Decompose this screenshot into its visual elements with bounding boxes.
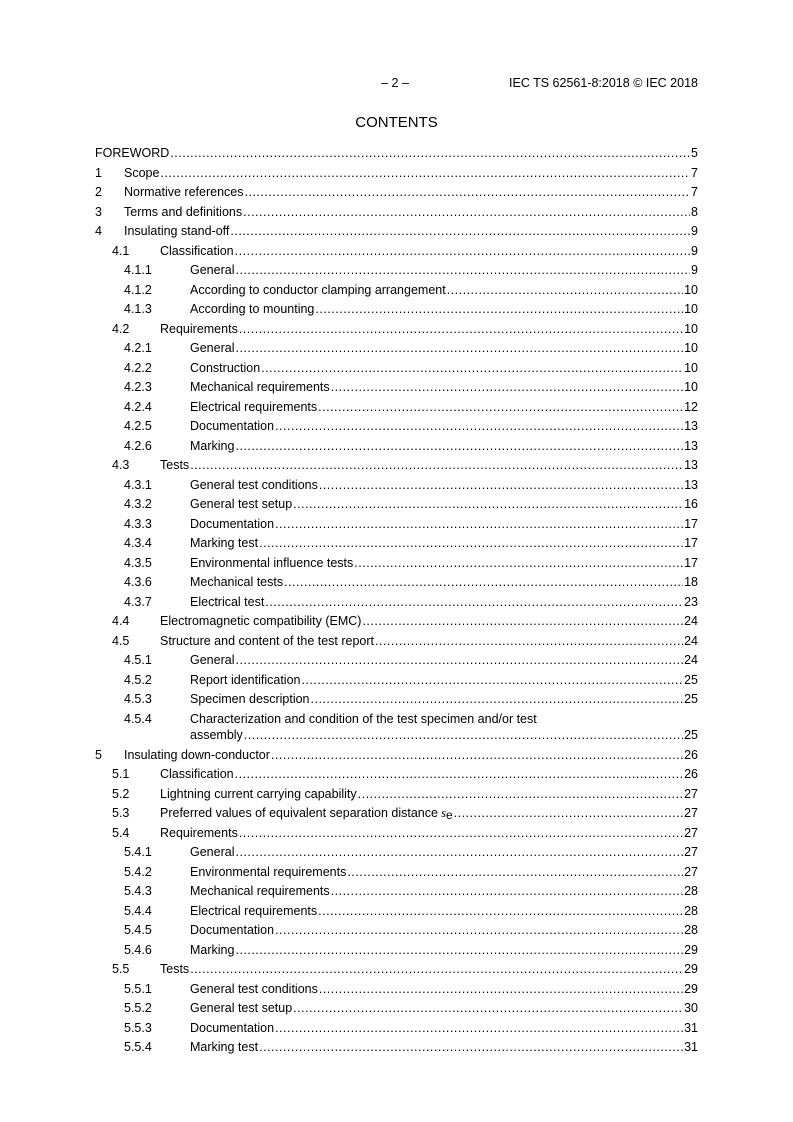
toc-entry-number: 4.3 (112, 458, 130, 472)
toc-leader-dots (265, 593, 683, 613)
toc-entry-page: 7 (691, 165, 698, 180)
toc-leader-dots (318, 902, 683, 922)
toc-entry-number: 5.3 (112, 806, 130, 820)
toc-entry-number: 4.2.6 (124, 438, 152, 453)
toc-entry-page: 23 (684, 594, 698, 609)
toc-entry-title: Environmental influence tests (190, 555, 354, 570)
toc-entry-page: 10 (684, 360, 698, 375)
toc-leader-dots (293, 495, 683, 515)
toc-entry-title: Structure and content of the test report (160, 633, 375, 648)
toc-entry[interactable] (95, 960, 698, 980)
toc-leader-dots (244, 726, 683, 746)
toc-leader-dots (245, 183, 691, 203)
toc-entry-page: 28 (684, 884, 698, 898)
toc-entry-page: 25 (684, 692, 698, 706)
toc-leader-dots (235, 437, 683, 457)
toc-entry-number: 4.3.3 (124, 516, 152, 531)
toc-leader-dots (275, 417, 683, 437)
toc-entry-title: assembly (190, 727, 243, 742)
toc-entry-number: 4.3.1 (124, 477, 152, 492)
toc-entry-number: 4.3.5 (124, 555, 152, 570)
toc-entry-title: General test setup (190, 1001, 293, 1015)
toc-entry-title: General test conditions (190, 477, 318, 492)
toc-leader-dots (190, 960, 683, 980)
toc-entry-number: 4.5.1 (124, 653, 152, 667)
toc-entry-title: Marking test (190, 536, 259, 550)
toc-leader-dots (284, 573, 683, 593)
toc-entry[interactable] (95, 437, 698, 457)
toc-entry-number: 5.5.3 (124, 1020, 152, 1035)
toc-entry-page: 13 (684, 458, 698, 472)
toc-leader-dots (239, 320, 683, 340)
toc-entry[interactable] (95, 824, 698, 844)
toc-entry-title: Insulating stand-off (124, 224, 230, 238)
toc-entry[interactable] (95, 746, 698, 766)
toc-entry-page: 27 (684, 845, 698, 859)
toc-leader-dots (275, 921, 683, 941)
toc-leader-dots (235, 242, 690, 262)
toc-leader-dots (354, 554, 683, 574)
toc-entry-number: 5.4.5 (124, 923, 152, 937)
document-id: IEC TS 62561-8:2018 © IEC 2018 (509, 76, 698, 90)
toc-leader-dots (315, 300, 683, 320)
toc-entry[interactable] (95, 593, 698, 613)
toc-entry-number: 4 (95, 224, 102, 238)
toc-leader-dots (235, 651, 683, 671)
toc-entry[interactable] (95, 980, 698, 1000)
toc-entry-number: 3 (95, 204, 102, 219)
toc-entry[interactable] (95, 612, 698, 632)
toc-entry[interactable] (95, 242, 698, 262)
toc-entry[interactable] (95, 398, 698, 418)
toc-leader-dots (331, 882, 683, 902)
toc-entry-title: According to conductor clamping arrangement (190, 282, 446, 297)
toc-entry-page: 7 (691, 185, 698, 199)
toc-entry[interactable] (95, 573, 698, 593)
toc-leader-dots (230, 222, 690, 242)
toc-entry[interactable] (95, 1038, 698, 1058)
toc-entry-title-line1: Characterization and condition of the test specimen and/or test (190, 711, 537, 726)
toc-entry-title: Tests (160, 458, 190, 472)
toc-entry-title: Construction (190, 360, 261, 375)
toc-entry[interactable] (95, 671, 698, 691)
toc-entry-page: 17 (684, 516, 698, 531)
toc-entry-page: 8 (691, 204, 698, 219)
toc-entry[interactable] (95, 359, 698, 379)
toc-entry-page: 5 (691, 146, 698, 160)
toc-entry-number: 5 (95, 747, 102, 762)
toc-leader-dots (235, 261, 690, 281)
toc-leader-dots (261, 359, 683, 379)
toc-entry-title: Tests (160, 962, 190, 976)
toc-entry[interactable] (95, 339, 698, 359)
toc-entry-title: FOREWORD (95, 146, 170, 160)
toc-leader-dots (235, 941, 683, 961)
toc-entry-title: General test conditions (190, 981, 318, 996)
toc-leader-dots (170, 144, 690, 164)
toc-leader-dots (235, 339, 683, 359)
toc-entry-page: 27 (684, 864, 698, 879)
toc-entry-number: 4.1.3 (124, 302, 152, 316)
toc-leader-dots (275, 1019, 683, 1039)
toc-entry-page: 17 (684, 536, 698, 550)
toc-entry[interactable] (95, 144, 698, 164)
toc-entry-number: 5.4.6 (124, 942, 152, 957)
toc-entry-title: Normative references (124, 185, 244, 199)
toc-entry[interactable] (95, 183, 698, 203)
toc-entry-number: 4.5.4 (124, 711, 152, 726)
toc-entry-number: 4.3.2 (124, 497, 152, 511)
toc-entry-number: 4.2.2 (124, 360, 152, 375)
toc-entry-title: Electrical requirements (190, 399, 318, 414)
toc-entry-page: 27 (684, 806, 698, 820)
toc-leader-dots (319, 476, 683, 496)
toc-entry[interactable] (95, 785, 698, 805)
toc-entry-page: 27 (684, 786, 698, 801)
toc-entry[interactable] (95, 300, 698, 320)
toc-entry-number: 4.2.1 (124, 341, 152, 355)
toc-leader-dots (239, 824, 683, 844)
toc-entry[interactable] (95, 378, 698, 398)
toc-entry-number: 2 (95, 185, 102, 199)
toc-entry-number: 4.3.4 (124, 536, 152, 550)
toc-entry-title: General (190, 845, 235, 859)
toc-entry-page: 10 (684, 341, 698, 355)
toc-leader-dots (375, 632, 683, 652)
toc-leader-dots (190, 456, 683, 476)
toc-entry-number: 4.3.7 (124, 594, 152, 609)
separation-distance-symbol (438, 804, 453, 826)
toc-entry-page: 10 (684, 282, 698, 297)
toc-entry[interactable] (95, 554, 698, 574)
toc-entry[interactable] (95, 1019, 698, 1039)
toc-entry[interactable] (95, 765, 698, 785)
toc-leader-dots (331, 378, 683, 398)
toc-leader-dots (447, 281, 683, 301)
page-header (0, 76, 793, 92)
toc-entry-number: 4.2.4 (124, 399, 152, 414)
toc-entry-title: Specimen description (190, 692, 310, 706)
toc-leader-dots (259, 534, 683, 554)
toc-entry-number: 5.2 (112, 786, 130, 801)
toc-entry-page: 29 (684, 942, 698, 957)
toc-entry-page: 9 (691, 263, 698, 277)
toc-entry-page: 26 (684, 767, 698, 781)
symbol-letter: s (441, 806, 446, 820)
toc-entry-page: 9 (691, 243, 698, 258)
toc-entry-title: Documentation (190, 1020, 275, 1035)
toc-leader-dots (293, 999, 683, 1019)
toc-entry-title: Scope (124, 165, 160, 180)
toc-entry-number: 4.2.3 (124, 380, 152, 394)
toc-entry-title: Mechanical tests (190, 575, 284, 589)
toc-entry-title: Insulating down-conductor (124, 747, 270, 762)
toc-entry-title: Requirements (160, 321, 238, 336)
toc-leader-dots (347, 863, 683, 883)
toc-entry-number: 4.1 (112, 243, 130, 258)
toc-entry[interactable] (95, 164, 698, 184)
toc-entry-number: 5.4.1 (124, 845, 152, 859)
toc-entry-number: 4.4 (112, 614, 130, 628)
toc-entry-number: 4.2 (112, 321, 130, 336)
page-title: CONTENTS (355, 114, 438, 131)
toc-entry-title: Documentation (190, 419, 275, 433)
toc-entry-title: Documentation (190, 923, 275, 937)
toc-entry-page: 12 (684, 399, 698, 414)
toc-entry-number: 5.5.4 (124, 1040, 152, 1054)
toc-entry-title: Electromagnetic compatibility (EMC) (160, 614, 362, 628)
toc-entry-page: 26 (684, 747, 698, 762)
toc-entry-page: 10 (684, 380, 698, 394)
toc-entry-page: 27 (684, 825, 698, 840)
toc-leader-dots (319, 980, 683, 1000)
toc-entry-page: 28 (684, 903, 698, 918)
toc-entry-page: 24 (684, 633, 698, 648)
toc-entry-number: 4.5 (112, 633, 130, 648)
toc-entry-page: 13 (684, 419, 698, 433)
toc-entry-title: Classification (160, 243, 234, 258)
toc-leader-dots (318, 398, 683, 418)
toc-entry-title: General test setup (190, 497, 293, 511)
toc-entry-page: 30 (684, 1001, 698, 1015)
toc-entry-title: Environmental requirements (190, 864, 347, 879)
toc-entry-number: 1 (95, 165, 102, 180)
toc-entry-number: 4.1.2 (124, 282, 152, 297)
toc-entry[interactable] (95, 710, 698, 746)
toc-entry-number: 5.4.3 (124, 884, 152, 898)
toc-entry-title: Classification (160, 767, 234, 781)
toc-entry-title: Requirements (160, 825, 238, 840)
toc-leader-dots (243, 203, 690, 223)
toc-entry-page: 16 (684, 497, 698, 511)
toc-leader-dots (271, 746, 683, 766)
toc-entry-title: Electrical test (190, 594, 265, 609)
toc-entry[interactable] (95, 495, 698, 515)
toc-entry[interactable] (95, 515, 698, 535)
toc-leader-dots (259, 1038, 683, 1058)
toc-entry-number: 5.5 (112, 962, 130, 976)
toc-entry-page: 28 (684, 923, 698, 937)
toc-entry[interactable] (95, 320, 698, 340)
toc-entry[interactable] (95, 804, 698, 824)
toc-entry-title: General (190, 263, 235, 277)
toc-entry-title: Terms and definitions (124, 204, 243, 219)
toc-entry-page: 29 (684, 981, 698, 996)
toc-entry-number: 4.3.6 (124, 575, 152, 589)
toc-leader-dots (454, 804, 683, 824)
toc-entry[interactable] (95, 863, 698, 883)
toc-entry-title: Marking (190, 942, 235, 957)
toc-entry-page: 10 (684, 321, 698, 336)
toc-entry[interactable] (95, 417, 698, 437)
toc-entry[interactable] (95, 651, 698, 671)
toc-entry[interactable] (95, 921, 698, 941)
toc-entry-title: According to mounting (190, 302, 315, 316)
toc-entry-title: Lightning current carrying capability (160, 786, 357, 801)
toc-leader-dots (275, 515, 683, 535)
toc-entry[interactable] (95, 281, 698, 301)
toc-entry[interactable] (95, 843, 698, 863)
toc-leader-dots (160, 164, 690, 184)
toc-entry-page: 24 (684, 614, 698, 628)
toc-entry[interactable] (95, 476, 698, 496)
symbol-subscript: e (445, 808, 453, 822)
toc-entry[interactable] (95, 222, 698, 242)
toc-entry-page: 13 (684, 438, 698, 453)
toc-entry-title: Marking test (190, 1040, 259, 1054)
toc-entry[interactable] (95, 902, 698, 922)
toc-entry-title: General (190, 653, 235, 667)
toc-entry-page: 10 (684, 302, 698, 316)
toc-entry-title: Mechanical requirements (190, 884, 330, 898)
toc-entry-page: 13 (684, 477, 698, 492)
toc-entry[interactable] (95, 203, 698, 223)
toc-leader-dots (301, 671, 683, 691)
toc-entry-title: Electrical requirements (190, 903, 318, 918)
toc-entry[interactable] (95, 261, 698, 281)
toc-entry-page: 31 (684, 1020, 698, 1035)
toc-entry-page: 17 (684, 555, 698, 570)
toc-entry[interactable] (95, 534, 698, 554)
toc-entry-number: 5.5.1 (124, 981, 152, 996)
page-number: – 2 – (381, 76, 409, 90)
toc-entry-title: General (190, 341, 235, 355)
toc-entry-number: 4.5.3 (124, 692, 152, 706)
toc-entry-page: 18 (684, 575, 698, 589)
toc-entry-number: 5.1 (112, 767, 130, 781)
toc-entry-number: 5.4 (112, 825, 130, 840)
toc-entry-title: Marking (190, 438, 235, 453)
toc-entry-number: 5.4.2 (124, 864, 152, 879)
table-of-contents (95, 144, 698, 1058)
toc-entry[interactable] (95, 690, 698, 710)
toc-entry-number: 5.4.4 (124, 903, 152, 918)
toc-leader-dots (311, 690, 684, 710)
toc-leader-dots (235, 765, 683, 785)
toc-entry-number: 4.2.5 (124, 419, 152, 433)
toc-entry-page: 29 (684, 962, 698, 976)
toc-entry-page: 25 (684, 672, 698, 687)
toc-entry[interactable] (95, 882, 698, 902)
toc-entry-number: 4.5.2 (124, 672, 152, 687)
toc-entry-title: Documentation (190, 516, 275, 531)
toc-entry-page: 9 (691, 224, 698, 238)
toc-entry-page: 25 (684, 727, 698, 742)
toc-entry-page: 24 (684, 653, 698, 667)
toc-entry-title: Mechanical requirements (190, 380, 330, 394)
toc-entry[interactable] (95, 632, 698, 652)
toc-entry-number: 4.1.1 (124, 263, 152, 277)
toc-entry-title: Report identification (190, 672, 301, 687)
toc-entry[interactable] (95, 941, 698, 961)
toc-leader-dots (358, 785, 683, 805)
toc-entry[interactable] (95, 999, 698, 1019)
toc-entry-title: Preferred values of equivalent separation distance (160, 806, 438, 820)
toc-entry[interactable] (95, 456, 698, 476)
toc-entry-page: 31 (684, 1040, 698, 1054)
toc-entry-number: 5.5.2 (124, 1001, 152, 1015)
toc-leader-dots (235, 843, 683, 863)
toc-leader-dots (362, 612, 683, 632)
